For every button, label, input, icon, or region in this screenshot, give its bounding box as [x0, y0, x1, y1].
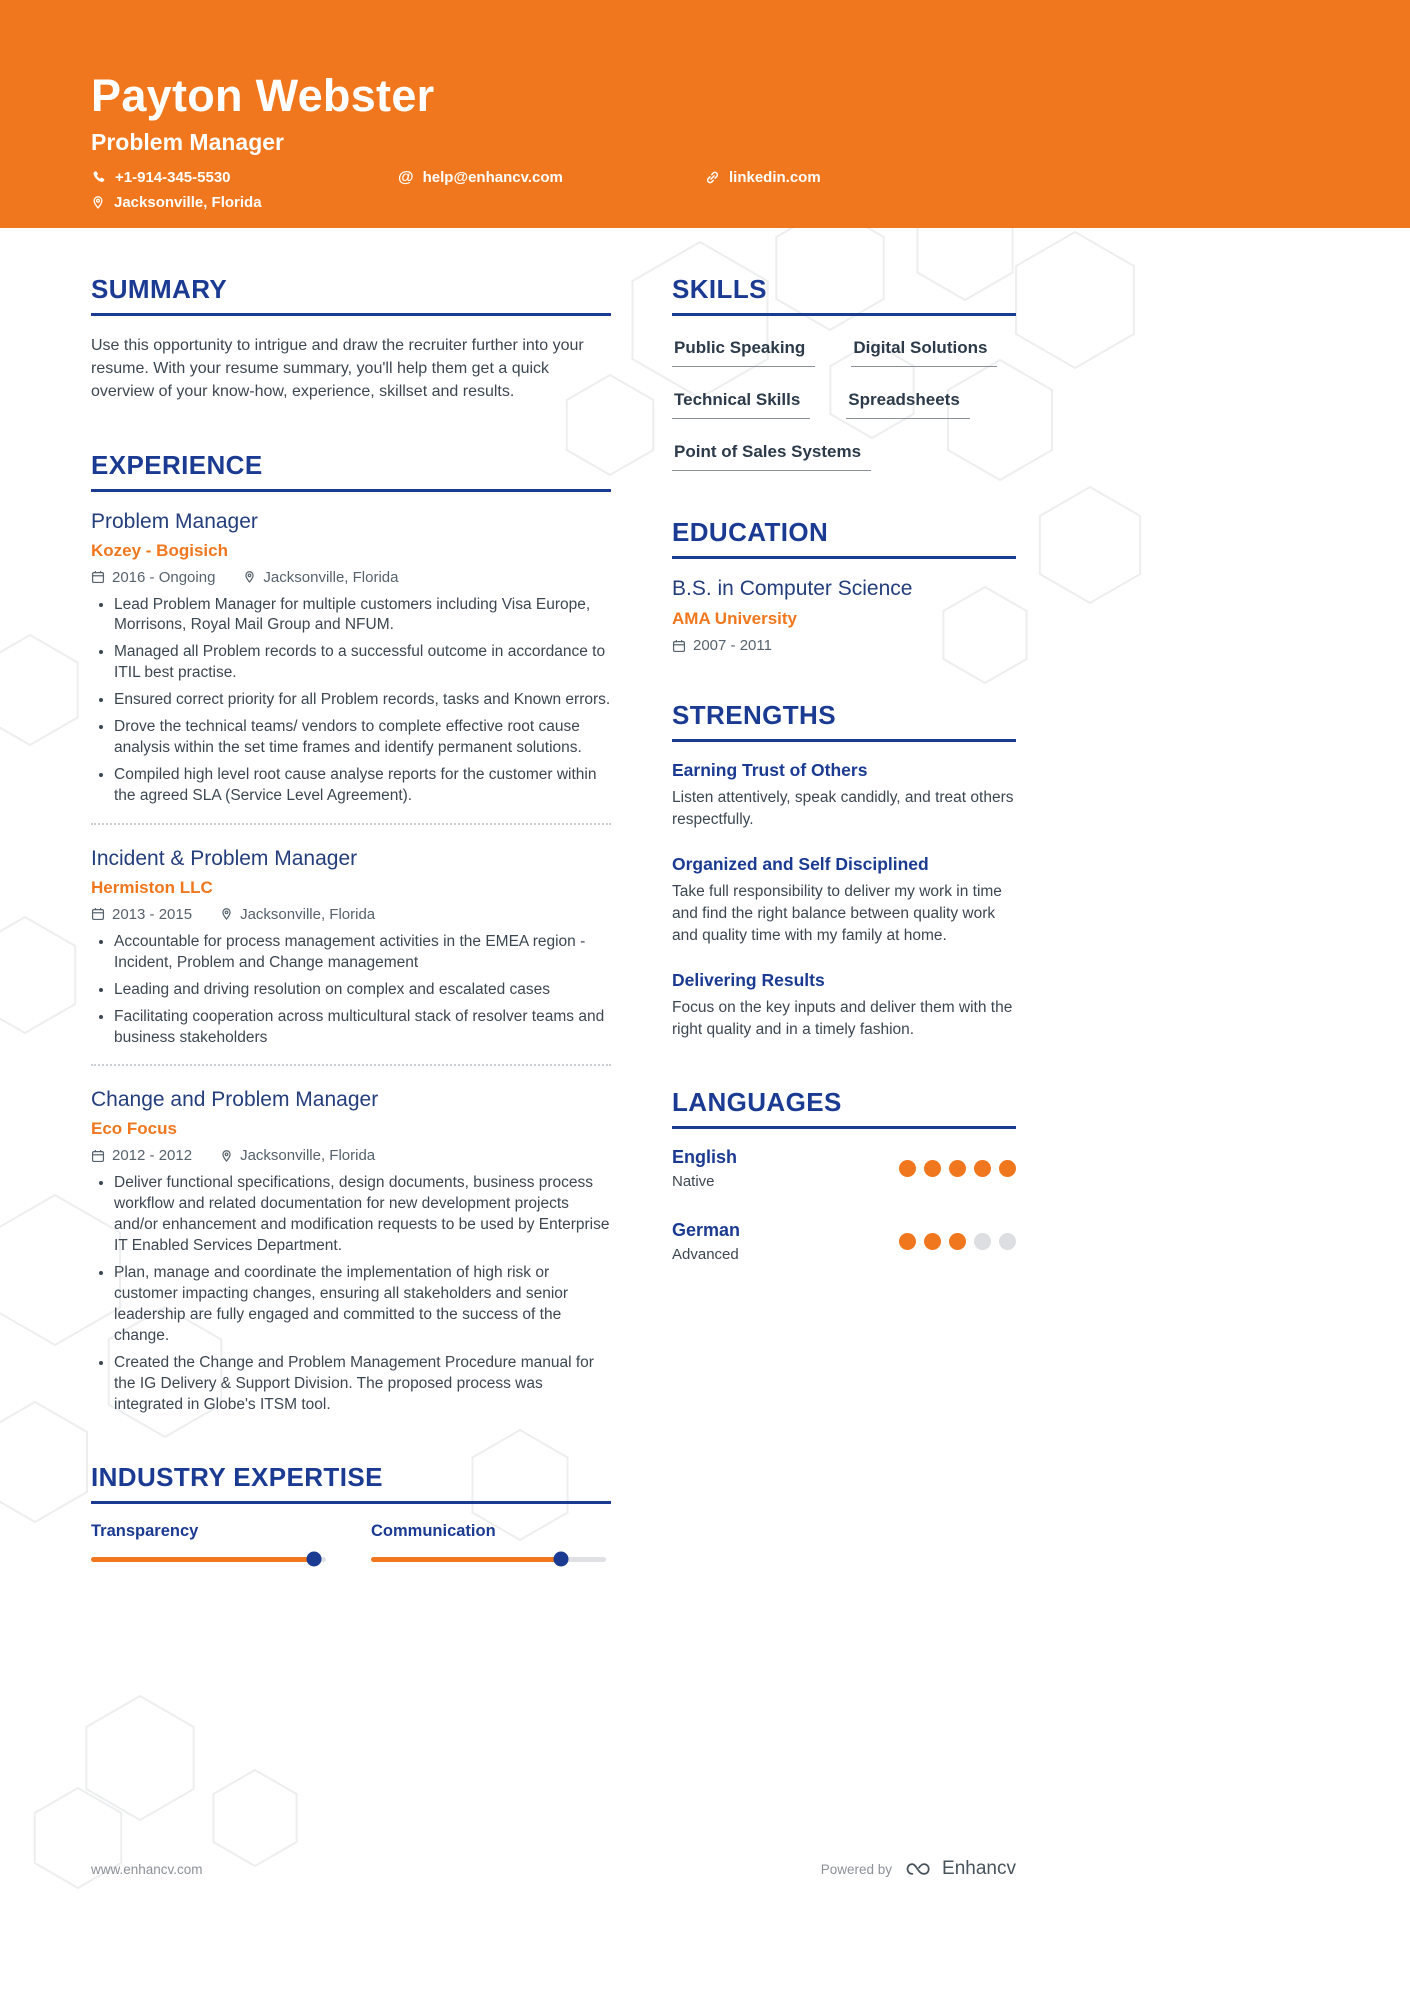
slider-knob [307, 1552, 322, 1567]
degree-title: B.S. in Computer Science [672, 577, 913, 600]
strengths-section [672, 700, 1016, 1041]
bullet-item: • Lead Problem Manager for multiple customers including Visa Europe, Morrisons, Royal Mail Group and NFUM. [114, 595, 611, 637]
language-item [672, 1220, 1016, 1263]
skill-item: Point of Sales Systems [672, 442, 871, 471]
level-dot [974, 1233, 991, 1250]
level-dot [949, 1233, 966, 1250]
language-name: English [672, 1146, 738, 1167]
strength-title: Organized and Self Disciplined [672, 854, 929, 875]
location-pin-icon [220, 907, 233, 921]
calendar-icon [672, 639, 686, 653]
languages-heading: LANGUAGES [672, 1087, 1016, 1129]
strength-item [672, 760, 1016, 830]
bullet-item: • Leading and driving resolution on complex and escalated cases [114, 980, 611, 1001]
powered-by-text: Powered by [820, 1861, 893, 1877]
job-entry [91, 510, 611, 807]
job-entry [91, 847, 611, 1049]
skill-item: Technical Skills [672, 390, 810, 419]
experience-section [91, 450, 611, 1416]
level-dot [949, 1160, 966, 1177]
expertise-label: Communication [371, 1521, 496, 1540]
job-location [220, 906, 375, 923]
job-title: Change and Problem Manager [91, 1088, 379, 1112]
strength-text: Focus on the key inputs and deliver them with the right quality and in a timely fashion. [672, 999, 1013, 1039]
job-bullets [91, 932, 611, 1049]
language-level-dots [899, 1160, 1016, 1177]
bullet-item: • Created the Change and Problem Management Procedure manual for the IG Delivery & Support Division. The proposed process was integrated in Globe's ITSM tool. [114, 1353, 611, 1416]
strength-title: Earning Trust of Others [672, 760, 868, 780]
calendar-icon [91, 907, 105, 921]
header [0, 0, 1410, 228]
education-dates-text: 2007 - 2011 [693, 637, 772, 654]
job-dates-text: 2013 - 2015 [112, 905, 193, 923]
location-pin-icon [243, 570, 256, 584]
language-item [672, 1147, 1016, 1190]
industry-expertise-section [91, 1462, 611, 1562]
slider-track [371, 1557, 606, 1562]
languages-section [672, 1087, 1016, 1263]
job-title: Incident & Problem Manager [91, 846, 358, 870]
job-bullets [91, 1173, 611, 1415]
job-dates [91, 906, 192, 923]
job-dates-text: 2012 - 2012 [112, 1147, 193, 1165]
link-icon [705, 170, 720, 185]
header-job-title: Problem Manager [91, 129, 284, 156]
job-location-text: Jacksonville, Florida [263, 568, 399, 586]
expertise-item [371, 1522, 606, 1562]
education-dates [672, 637, 772, 654]
level-dot [999, 1160, 1016, 1177]
footer-url-link[interactable]: www.enhancv.com [91, 1861, 203, 1877]
bullet-item: • Ensured correct priority for all Problem records, tasks and Known errors. [114, 690, 611, 711]
enhancv-brand-link[interactable] [904, 1858, 1016, 1880]
bullet-item: • Managed all Problem records to a successful outcome in accordance to ITIL best practise. [114, 642, 611, 684]
resume-body [0, 228, 1410, 1608]
level-dot [974, 1160, 991, 1177]
job-dates [91, 569, 215, 586]
location-pin-icon [91, 195, 105, 210]
language-level-dots [899, 1233, 1016, 1250]
school-name: AMA University [672, 609, 798, 628]
linkedin-text: linkedin.com [729, 169, 821, 187]
job-bullets [91, 595, 611, 807]
dotted-divider [91, 1064, 611, 1066]
job-dates-text: 2016 - Ongoing [112, 568, 216, 586]
strength-text: Take full responsibility to deliver my work in time and find the right balance between quality work and quality time with my family at home. [672, 883, 1002, 944]
communication-slider [371, 1557, 606, 1562]
education-section [672, 517, 1016, 654]
calendar-icon [91, 1149, 105, 1163]
summary-heading: SUMMARY [91, 274, 611, 316]
skills-list [672, 334, 1016, 471]
location-pin-icon [220, 1149, 233, 1163]
bullet-item: • Plan, manage and coordinate the implementation of high risk or customer impacting changes, ensuring all stakeholders and senior leadership are fully engaged and committed to the success of the change. [114, 1263, 611, 1347]
contact-info [91, 169, 1410, 211]
slider-track [91, 1557, 326, 1562]
strengths-heading: STRENGTHS [672, 700, 1016, 742]
language-name: German [672, 1219, 741, 1240]
email-link[interactable] [398, 169, 705, 186]
slider-fill [371, 1557, 561, 1562]
skill-item: Digital Solutions [851, 338, 997, 367]
phone-icon [91, 170, 106, 185]
language-level-label: Native [672, 1172, 715, 1190]
education-heading: EDUCATION [672, 517, 1016, 559]
job-location-text: Jacksonville, Florida [240, 1147, 376, 1165]
bullet-item: • Deliver functional specifications, design documents, business process workflow and related documentation for new development projects and/or enhancement and modification requests to be used by Enterprise IT Enabled Services Department. [114, 1173, 611, 1257]
transparency-slider [91, 1557, 326, 1562]
linkedin-link[interactable] [705, 169, 821, 186]
skills-section [672, 274, 1016, 471]
job-dates [91, 1147, 192, 1164]
level-dot [924, 1160, 941, 1177]
email-icon: @ [398, 168, 414, 186]
location-item [91, 194, 262, 211]
level-dot [899, 1233, 916, 1250]
strength-item [672, 970, 1016, 1040]
footer [91, 1858, 1016, 1880]
bullet-item: • Facilitating cooperation across multicultural stack of resolver teams and business stakeholders [114, 1007, 611, 1049]
strength-text: Listen attentively, speak candidly, and treat others respectfully. [672, 789, 1014, 828]
summary-section [91, 274, 611, 404]
level-dot [924, 1233, 941, 1250]
job-entry [91, 1088, 611, 1415]
job-location [220, 1147, 375, 1164]
dotted-divider [91, 823, 611, 825]
job-title: Problem Manager [91, 509, 258, 533]
skill-item: Spreadsheets [846, 390, 970, 419]
phone-text: +1-914-345-5530 [115, 169, 231, 187]
level-dot [899, 1160, 916, 1177]
company-name: Hermiston LLC [91, 877, 213, 897]
slider-knob [554, 1552, 569, 1567]
expertise-item [91, 1522, 326, 1562]
email-text: help@enhancv.com [422, 169, 563, 187]
industry-expertise-heading: INDUSTRY EXPERTISE [91, 1462, 611, 1504]
powered-by [821, 1858, 1016, 1880]
enhancv-logo-icon [904, 1859, 934, 1879]
experience-heading: EXPERIENCE [91, 450, 611, 492]
job-location [243, 569, 398, 586]
slider-fill [91, 1557, 314, 1562]
company-name: Kozey - Bogisich [91, 540, 228, 560]
summary-text: Use this opportunity to intrigue and draw the recruiter further into your resume. With your resume summary, you'll help them get a quick overview of your know-how, experience, skillset and results. [91, 337, 584, 401]
job-location-text: Jacksonville, Florida [240, 905, 376, 923]
strength-item [672, 854, 1016, 946]
language-level-label: Advanced [672, 1245, 739, 1263]
skills-heading: SKILLS [672, 274, 1016, 316]
bullet-item: • Accountable for process management activities in the EMEA region - Incident, Problem and Change management [114, 932, 611, 974]
company-name: Eco Focus [91, 1119, 177, 1139]
skill-item: Public Speaking [672, 338, 815, 367]
calendar-icon [91, 570, 105, 584]
bullet-item: • Drove the technical teams/ vendors to complete effective root cause analysis within the set time frames and identify permanent solutions. [114, 717, 611, 759]
phone-link[interactable] [91, 169, 398, 186]
brand-name-text: Enhancv [942, 1858, 1016, 1879]
level-dot [999, 1233, 1016, 1250]
bullet-item: • Compiled high level root cause analyse reports for the customer within the agreed SLA (Service Level Agreement). [114, 765, 611, 807]
strength-title: Delivering Results [672, 970, 825, 991]
page-title: Payton Webster [91, 70, 435, 121]
location-text: Jacksonville, Florida [114, 194, 262, 212]
expertise-label: Transparency [91, 1521, 199, 1540]
